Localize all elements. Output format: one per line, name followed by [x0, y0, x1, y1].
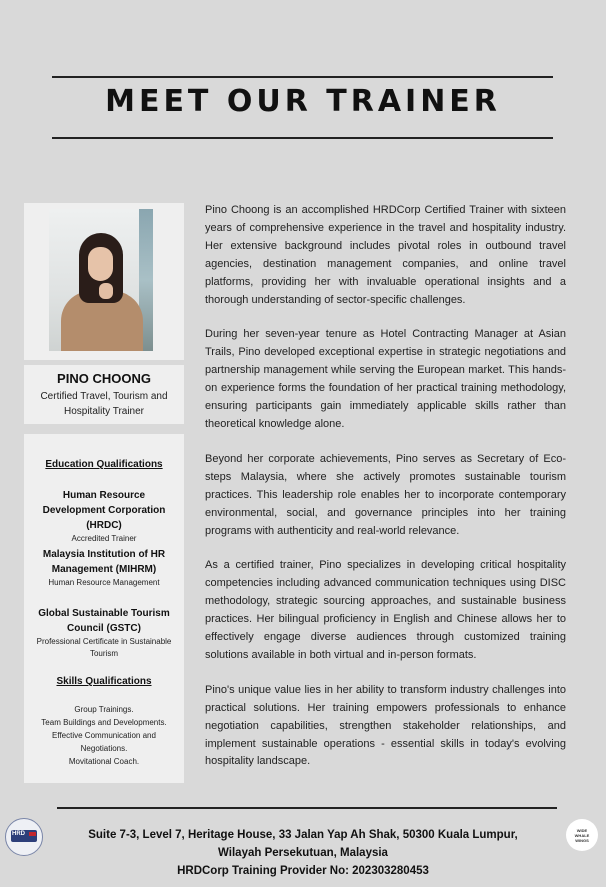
- bio-paragraph: During her seven-year tenure as Hotel Contracting Manager at Asian Trails, Pino developed exceptional expertise in strategic negotiations and partnership management while serving the European market. This hands-on experience forms the foundation of her practical training methodology, ensuring participants gain immediately applicable skills rather than theoretical knowledge alone.: [205, 328, 566, 430]
- bio-paragraph: Beyond her corporate achievements, Pino serves as Secretary of Eco-steps Malaysia, where she actively promotes sustainable tourism practices. This leadership role enables her to incorporate contemporary environmental, social, and governance principles into her training programs with authenticity and real-world relevance.: [205, 452, 566, 537]
- education-item: Global Sustainable Tourism Council (GSTC) Professional Certificate in Sustainable Tourism: [36, 608, 172, 658]
- page-title: MEET OUR TRAINER: [105, 84, 501, 119]
- skill-item: Team Buildings and Developments.: [41, 718, 167, 727]
- qualifications-card: [24, 434, 184, 783]
- footer-rule: [57, 807, 557, 809]
- company-logo: WIDE WHALE WINGS: [566, 819, 598, 851]
- skill-item: Group Trainings.: [74, 705, 134, 714]
- top-rule: [52, 76, 553, 78]
- footer-address-line2: Wilayah Persekutuan, Malaysia: [218, 847, 388, 859]
- bio-paragraph: As a certified trainer, Pino specializes in developing critical hospitality competencies including advanced communication techniques using DISC methodology, strategic sourcing approaches, and sustainable business practices. Her bilingual proficiency in English and Chinese allows her to effectively engage diverse audiences through customized training solutions available in both virtual and in-person formats.: [205, 559, 566, 661]
- bio-text: [205, 202, 566, 788]
- bio-paragraph: Pino's unique value lies in her ability to transform industry challenges into practical solutions. Her training empowers professionals to enhance negotiation capabilities, strengthen stakeholder relationships, and implement sustainable operations - essential skills in today's evolving hospitality landscape.: [205, 683, 566, 768]
- trainer-role: Certified Travel, Tourism and Hospitality Trainer: [40, 391, 168, 417]
- trainer-photo: [49, 209, 153, 351]
- skills-list: [32, 703, 176, 768]
- photo-card: [24, 203, 184, 360]
- hrd-logo: HRD: [5, 818, 43, 856]
- footer-provider-number: HRDCorp Training Provider No: 202303280453: [177, 865, 429, 877]
- trainer-name: PINO CHOONG: [57, 371, 151, 386]
- education-item: Malaysia Institution of HR Management (MIHRM) Human Resource Management: [42, 549, 166, 587]
- trainer-name-card: [24, 365, 184, 424]
- education-heading: Education Qualifications: [45, 459, 163, 470]
- footer-address-line1: Suite 7-3, Level 7, Heritage House, 33 Jalan Yap Ah Shak, 50300 Kuala Lumpur,: [88, 829, 518, 841]
- bio-paragraph: Pino Choong is an accomplished HRDCorp Certified Trainer with sixteen years of comprehensive experience in the travel and hospitality industry. Her extensive background includes pivotal roles in outbound travel agencies, destination management companies, and online travel platforms, providing her with invaluable operational insights and a thorough understanding of sector-specific challenges.: [205, 204, 566, 306]
- skills-heading: Skills Qualifications: [56, 676, 152, 687]
- skill-item: Effective Communication and Negotiations.: [52, 731, 156, 753]
- education-item: Human Resource Development Corporation (HRDC) Accredited Trainer: [42, 490, 166, 543]
- title-underline: [52, 137, 553, 139]
- skill-item: Movitational Coach.: [68, 757, 140, 766]
